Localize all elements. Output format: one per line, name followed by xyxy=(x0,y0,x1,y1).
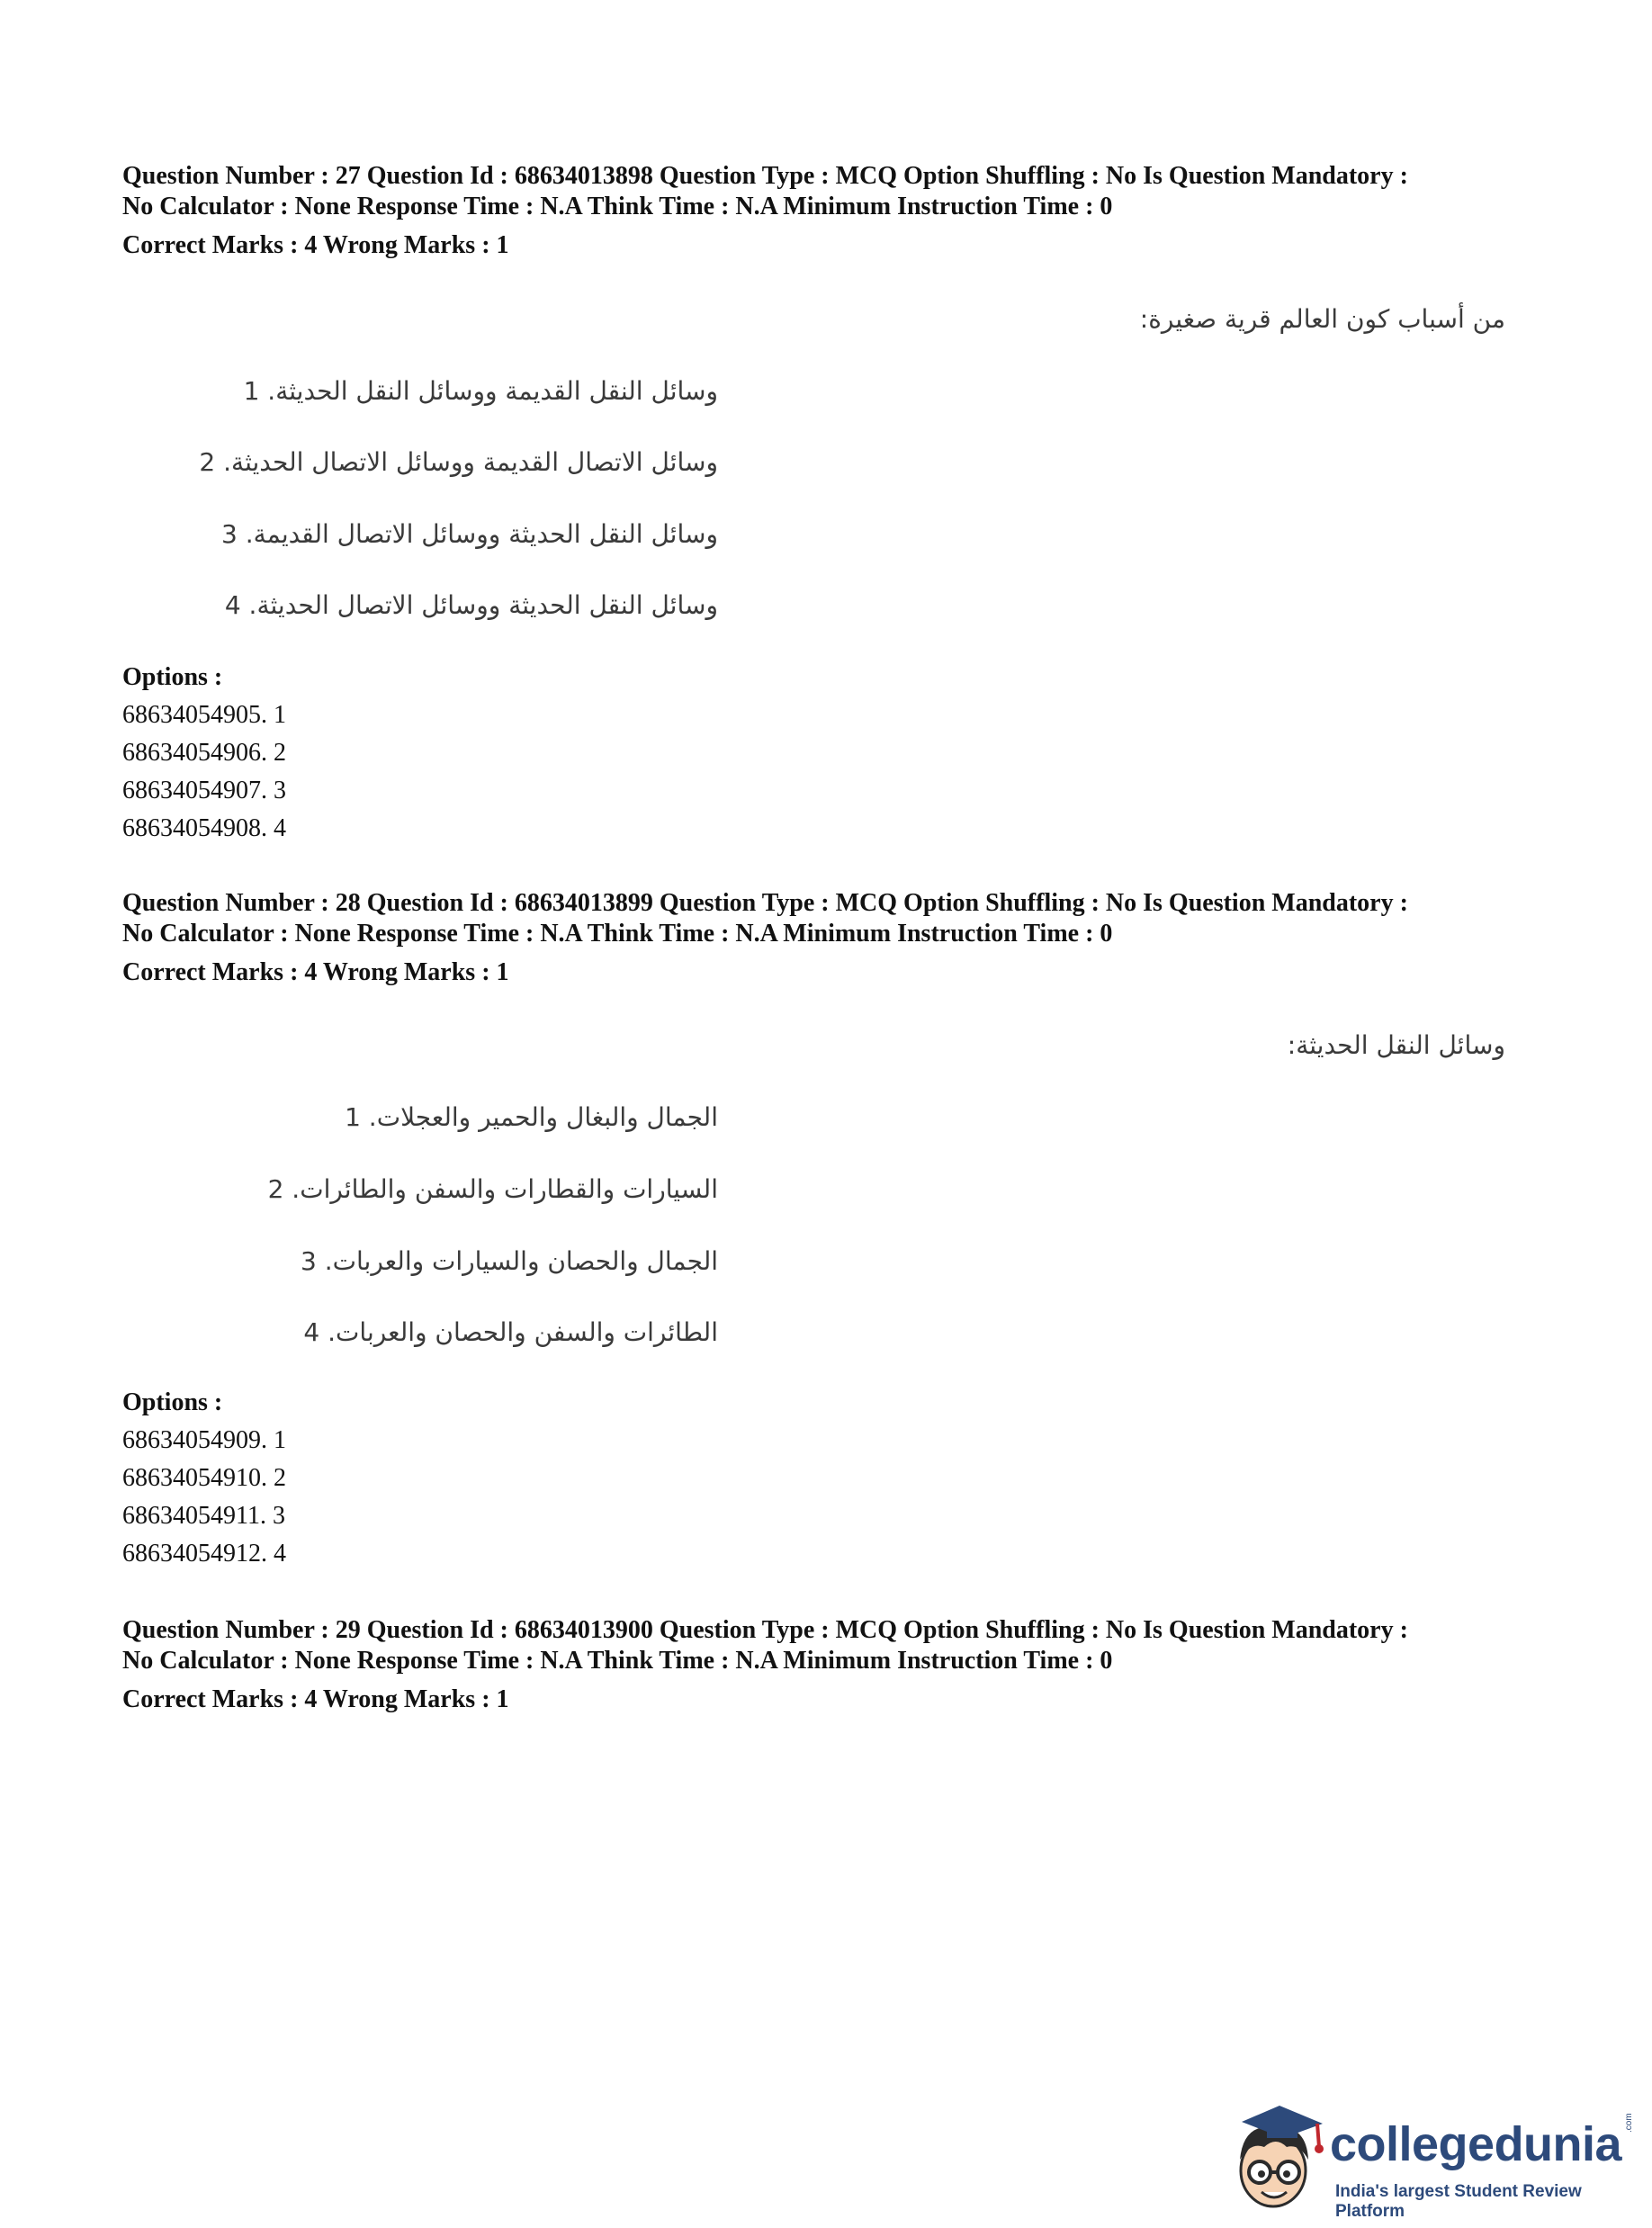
q28-meta-line2: No Calculator : None Response Time : N.A Think Time : N.A Minimum Instruction Time : 0 xyxy=(122,920,1113,948)
q28-stem: وسائل النقل الحديثة: xyxy=(1287,1030,1505,1060)
q27-option-4: 68634054908. 4 xyxy=(122,814,286,842)
q28-options-label: Options : xyxy=(122,1388,223,1416)
q27-choice-4: وسائل النقل الحديثة ووسائل الاتصال الحديثة. 4 xyxy=(224,590,718,620)
q28-option-2: 68634054910. 2 xyxy=(122,1464,286,1492)
q29-meta-line1: Question Number : 29 Question Id : 68634013900 Question Type : MCQ Option Shuffling : No Is Question Mandatory : xyxy=(122,1616,1408,1644)
q28-choice-3: الجمال والحصان والسيارات والعربات. 3 xyxy=(301,1246,718,1276)
q27-stem: من أسباب كون العالم قرية صغيرة: xyxy=(1139,304,1505,334)
q29-meta-line2: No Calculator : None Response Time : N.A Think Time : N.A Minimum Instruction Time : 0 xyxy=(122,1647,1113,1675)
q27-options-label: Options : xyxy=(122,663,223,691)
student-mascot-icon xyxy=(1224,2097,1332,2223)
q28-marks: Correct Marks : 4 Wrong Marks : 1 xyxy=(122,958,509,986)
q28-choice-4: الطائرات والسفن والحصان والعربات. 4 xyxy=(303,1317,718,1347)
q27-meta-line2: No Calculator : None Response Time : N.A Think Time : N.A Minimum Instruction Time : 0 xyxy=(122,193,1113,220)
q27-choice-3: وسائل النقل الحديثة ووسائل الاتصال القديمة. 3 xyxy=(220,519,718,549)
q29-marks: Correct Marks : 4 Wrong Marks : 1 xyxy=(122,1685,509,1713)
q27-choice-1: وسائل النقل القديمة ووسائل النقل الحديثة. 1 xyxy=(243,376,718,406)
logo-tagline: India's largest Student Review Platform xyxy=(1335,2182,1582,2221)
q27-option-2: 68634054906. 2 xyxy=(122,739,286,767)
q27-marks: Correct Marks : 4 Wrong Marks : 1 xyxy=(122,231,509,259)
q27-option-3: 68634054907. 3 xyxy=(122,777,286,804)
logo-suffix: .com xyxy=(1624,2113,1634,2133)
q28-choice-1: الجمال والبغال والحمير والعجلات. 1 xyxy=(345,1102,718,1132)
q28-option-3: 68634054911. 3 xyxy=(122,1502,285,1530)
logo-wordmark: collegedunia xyxy=(1330,2117,1622,2171)
q28-meta-line1: Question Number : 28 Question Id : 68634013899 Question Type : MCQ Option Shuffling : No Is Question Mandatory : xyxy=(122,889,1408,917)
q27-option-1: 68634054905. 1 xyxy=(122,701,286,729)
collegedunia-logo[interactable] xyxy=(1224,2097,1647,2223)
q27-choice-2: وسائل الاتصال القديمة ووسائل الاتصال الحديثة. 2 xyxy=(199,447,718,477)
q27-meta-line1: Question Number : 27 Question Id : 68634013898 Question Type : MCQ Option Shuffling : No Is Question Mandatory : xyxy=(122,162,1408,190)
q28-option-1: 68634054909. 1 xyxy=(122,1426,286,1454)
q28-option-4: 68634054912. 4 xyxy=(122,1540,286,1568)
q28-choice-2: السيارات والقطارات والسفن والطائرات. 2 xyxy=(267,1174,718,1204)
